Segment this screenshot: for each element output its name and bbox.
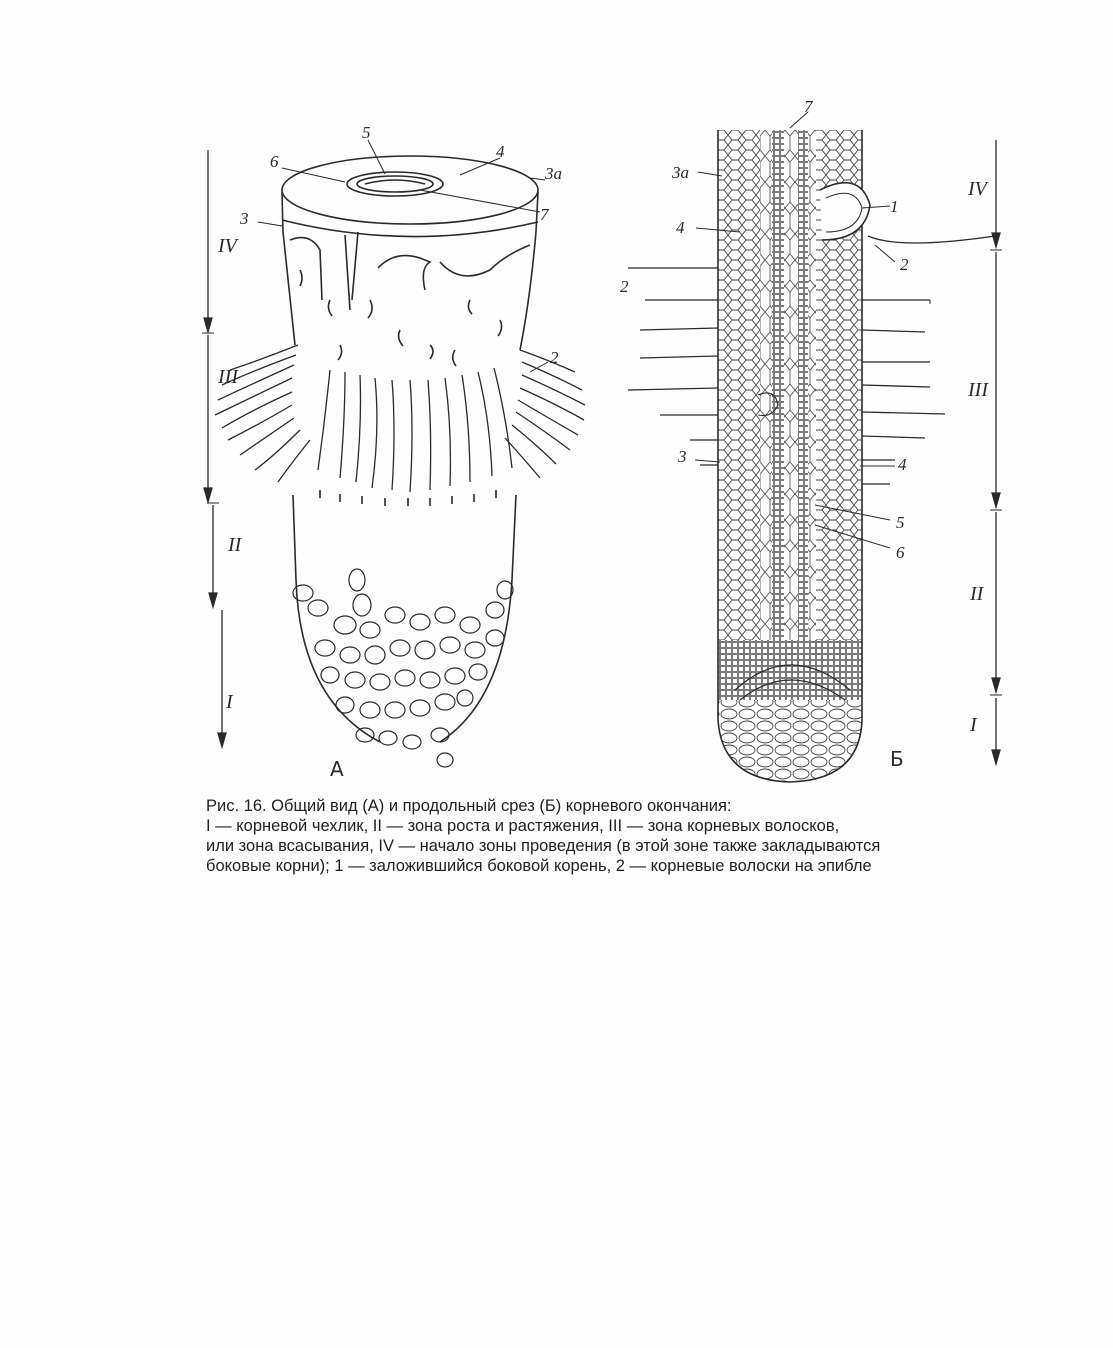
zone-label-b-i: I <box>970 714 977 736</box>
zone-label-a-iii: III <box>218 366 238 388</box>
label-b-4-bottom: 4 <box>898 455 907 474</box>
zone-label-a-iv: IV <box>218 235 237 257</box>
label-b-5: 5 <box>896 513 905 532</box>
caption-line-2: I — корневой чехлик, II — зона роста и растяжения, III — зона корневых волосков, <box>206 817 840 835</box>
label-a-4: 4 <box>496 142 505 161</box>
label-b-7: 7 <box>804 97 813 116</box>
label-a-3a: 3а <box>545 164 562 183</box>
label-b-2-left: 2 <box>620 277 629 296</box>
panel-label-b: Б <box>890 747 904 771</box>
label-b-6: 6 <box>896 543 905 562</box>
label-b-1: 1 <box>890 197 899 216</box>
zone-label-b-iii: III <box>968 379 988 401</box>
zone-label-b-iv: IV <box>968 178 987 200</box>
zone-label-a-ii: II <box>228 534 242 556</box>
figure-caption <box>206 796 1036 876</box>
caption-line-4: боковые корни); 1 — заложившийся боковой корень, 2 — корневые волоски на эпибле <box>206 857 872 875</box>
label-a-7: 7 <box>540 205 549 224</box>
panel-b-zone-axis <box>990 140 1002 764</box>
panel-a-drawing <box>215 140 585 767</box>
caption-line-1: Рис. 16. Общий вид (А) и продольный срез (Б) корневого окончания: <box>206 797 732 815</box>
panel-label-a: А <box>330 757 344 781</box>
label-b-4-top: 4 <box>676 218 685 237</box>
label-b-3a: 3а <box>672 163 689 182</box>
label-a-3: 3 <box>240 209 249 228</box>
zone-label-b-ii: II <box>970 583 984 605</box>
label-a-5: 5 <box>362 123 371 142</box>
caption-line-3: или зона всасывания, IV — начало зоны проведения (в этой зоне также закладываются <box>206 837 881 855</box>
label-b-2-right: 2 <box>900 255 909 274</box>
label-a-6: 6 <box>270 152 279 171</box>
zone-label-a-i: I <box>226 691 233 713</box>
label-a-2: 2 <box>550 348 559 367</box>
label-b-3: 3 <box>678 447 687 466</box>
